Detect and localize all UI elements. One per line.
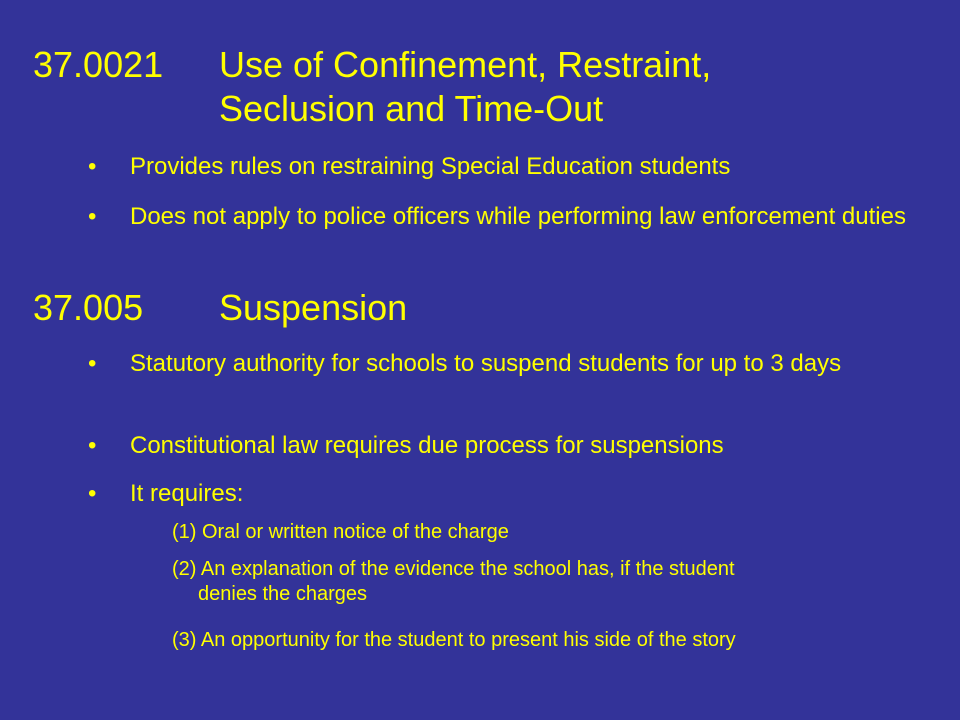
bullet-text: Provides rules on restraining Special Education students: [130, 153, 731, 180]
bullet-glyph: •: [88, 153, 97, 180]
requirement-text: (1) Oral or written notice of the charge: [172, 521, 509, 543]
section-number: 37.005: [33, 287, 144, 328]
bullet-text: It requires:: [130, 480, 244, 507]
section-title-line: Use of Confinement, Restraint,: [219, 44, 712, 85]
section-title: [219, 43, 711, 131]
bullet-text: Statutory authority for schools to suspend students for up to 3 days: [130, 350, 842, 377]
requirement-text: (3) An opportunity for the student to present his side of the story: [172, 629, 736, 651]
bullet-glyph: •: [88, 432, 97, 459]
section-title-line: Seclusion and Time-Out: [219, 88, 604, 129]
bullet-item: [88, 431, 950, 461]
requirement-text: (2) An explanation of the evidence the school has, if the student: [172, 558, 735, 580]
bullet-item: [88, 202, 930, 232]
bullet-item: [88, 349, 945, 379]
requirement-item: [172, 628, 942, 653]
section-number: 37.0021: [33, 44, 164, 85]
requirement-item: [172, 557, 942, 607]
bullet-item: [88, 479, 950, 509]
bullet-glyph: •: [88, 203, 97, 230]
requirement-text-continued: denies the charges: [198, 583, 368, 605]
bullet-text: Does not apply to police officers while performing law enforcement duties: [130, 203, 906, 230]
bullet-glyph: •: [88, 350, 97, 377]
bullet-text: Constitutional law requires due process for suspensions: [130, 432, 724, 459]
requirement-item: [172, 520, 942, 545]
bullet-glyph: •: [88, 480, 97, 507]
bullet-item: [88, 152, 950, 182]
section-title: Suspension: [219, 287, 408, 328]
